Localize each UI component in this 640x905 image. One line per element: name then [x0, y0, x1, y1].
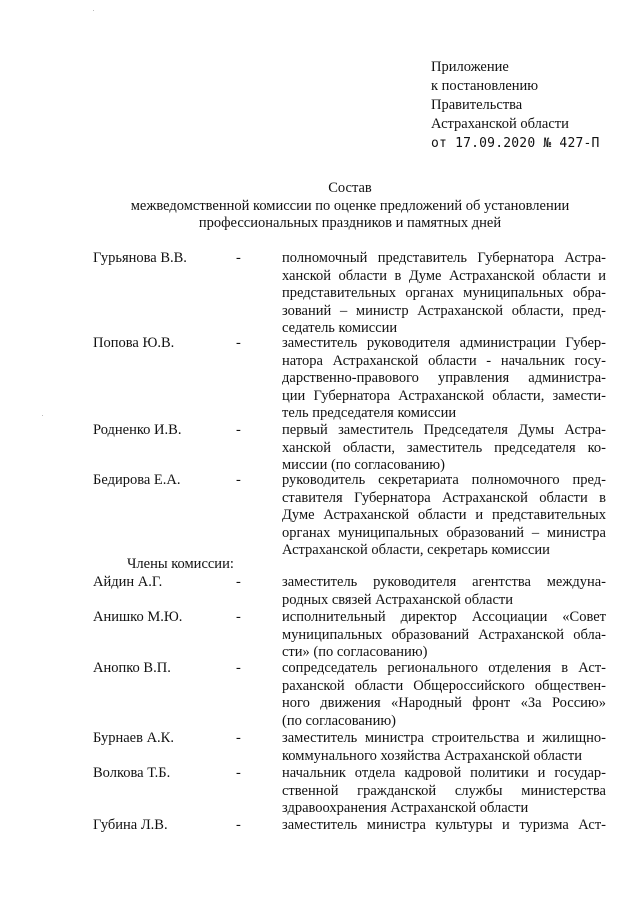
position-line: сти» (по согласованию): [282, 644, 428, 660]
title-line: Состав: [328, 180, 372, 196]
member-position: [282, 472, 606, 560]
member-dash: -: [236, 422, 241, 438]
position-line: сопредседатель регионального отделения в Аст-: [282, 660, 606, 676]
member-name: Бедирова Е.А.: [93, 472, 181, 488]
member-name: Попова Ю.В.: [93, 335, 175, 351]
position-line: руководитель секретариата полномочного пред-: [282, 472, 606, 488]
member-name: Анишко М.Ю.: [93, 609, 183, 625]
position-line: зований – министр Астраханской области, пред-: [282, 302, 606, 319]
position-line: начальник отдела кадровой политики и государ-: [282, 765, 606, 781]
appendix-decree-ref: от 17.09.2020 № 427-П: [431, 136, 600, 151]
member-dash: -: [236, 335, 241, 351]
member-position: [282, 660, 606, 730]
position-line: исполнительный директор Ассоциации «Совет: [282, 609, 606, 625]
appendix-block: [431, 58, 600, 153]
title-line: профессиональных праздников и памятных дней: [198, 215, 502, 231]
position-line: ственной гражданской службы министерства: [282, 782, 606, 799]
position-line: Астраханской области, секретарь комиссии: [282, 542, 550, 558]
position-line: родных связей Астраханской области: [282, 591, 513, 608]
position-line: ставителя Губернатора Астраханской области в: [282, 489, 606, 506]
position-line: раханской области Общероссийского обществен-: [282, 677, 606, 694]
position-line: миссии (по согласованию): [282, 457, 445, 473]
position-line: натора Астраханской области - начальник госу-: [282, 352, 606, 369]
position-line: первый заместитель Председателя Думы Астра-: [282, 422, 606, 438]
position-line: ции Губернатора Астраханской области, замести-: [282, 387, 606, 404]
appendix-line: к постановлению: [431, 78, 539, 94]
member-position: [282, 250, 606, 338]
position-line: дарственно-правового управления администра-: [282, 370, 606, 386]
members-section-header: Члены комиссии:: [127, 556, 234, 572]
member-name: Анопко В.П.: [93, 660, 171, 676]
position-line: Думе Астраханской области и представительных: [282, 507, 606, 523]
member-position: [282, 422, 606, 475]
member-position: [282, 817, 606, 835]
position-line: муниципальных образований Астраханской обла-: [282, 626, 606, 643]
position-line: заместитель руководителя администрации Губер-: [282, 335, 606, 351]
member-dash: -: [236, 574, 241, 590]
member-position: [282, 765, 606, 818]
position-line: заместитель министра культуры и туризма Аст-: [282, 817, 606, 833]
member-dash: -: [236, 609, 241, 625]
member-dash: -: [236, 817, 241, 833]
appendix-line: Астраханской области: [431, 116, 569, 132]
position-line: здравоохранения Астраханской области: [282, 800, 529, 816]
member-dash: -: [236, 250, 241, 266]
member-position: [282, 730, 606, 765]
position-line: седатель комиссии: [282, 320, 398, 336]
member-name: Родненко И.В.: [93, 422, 182, 438]
scan-speck: [93, 10, 94, 11]
member-name: Волкова Т.Б.: [93, 765, 171, 781]
position-line: заместитель руководителя агентства междуна-: [282, 574, 606, 590]
member-name: Айдин А.Г.: [93, 574, 163, 590]
position-line: полномочный представитель Губернатора Астра-: [282, 250, 606, 266]
document-title: [60, 180, 640, 233]
member-name: Бурнаев А.К.: [93, 730, 174, 746]
member-dash: -: [236, 765, 241, 781]
position-line: (по согласованию): [282, 712, 396, 729]
position-line: ханской области в Думе Астраханской области и: [282, 267, 606, 284]
position-line: ного движения «Народный фронт «За Россию»: [282, 695, 606, 711]
member-position: [282, 574, 606, 609]
member-dash: -: [236, 660, 241, 676]
appendix-line: Правительства: [431, 97, 523, 113]
member-dash: -: [236, 730, 241, 746]
position-line: представительных органах муниципальных обра-: [282, 285, 606, 301]
position-line: ханской области, заместитель председателя ко-: [282, 439, 606, 456]
member-position: [282, 335, 606, 423]
position-line: тель председателя комиссии: [282, 405, 457, 421]
member-position: [282, 609, 606, 662]
title-line: межведомственной комиссии по оценке предложений об установлении: [130, 197, 570, 214]
member-name: Гурьянова В.В.: [93, 250, 187, 266]
member-name: Губина Л.В.: [93, 817, 168, 833]
appendix-line: Приложение: [431, 59, 509, 75]
scan-speck: [42, 415, 43, 416]
member-dash: -: [236, 472, 241, 488]
position-line: органах муниципальных образований – министра: [282, 524, 606, 541]
position-line: коммунального хозяйства Астраханской области: [282, 747, 582, 764]
position-line: заместитель министра строительства и жилищно-: [282, 730, 606, 746]
